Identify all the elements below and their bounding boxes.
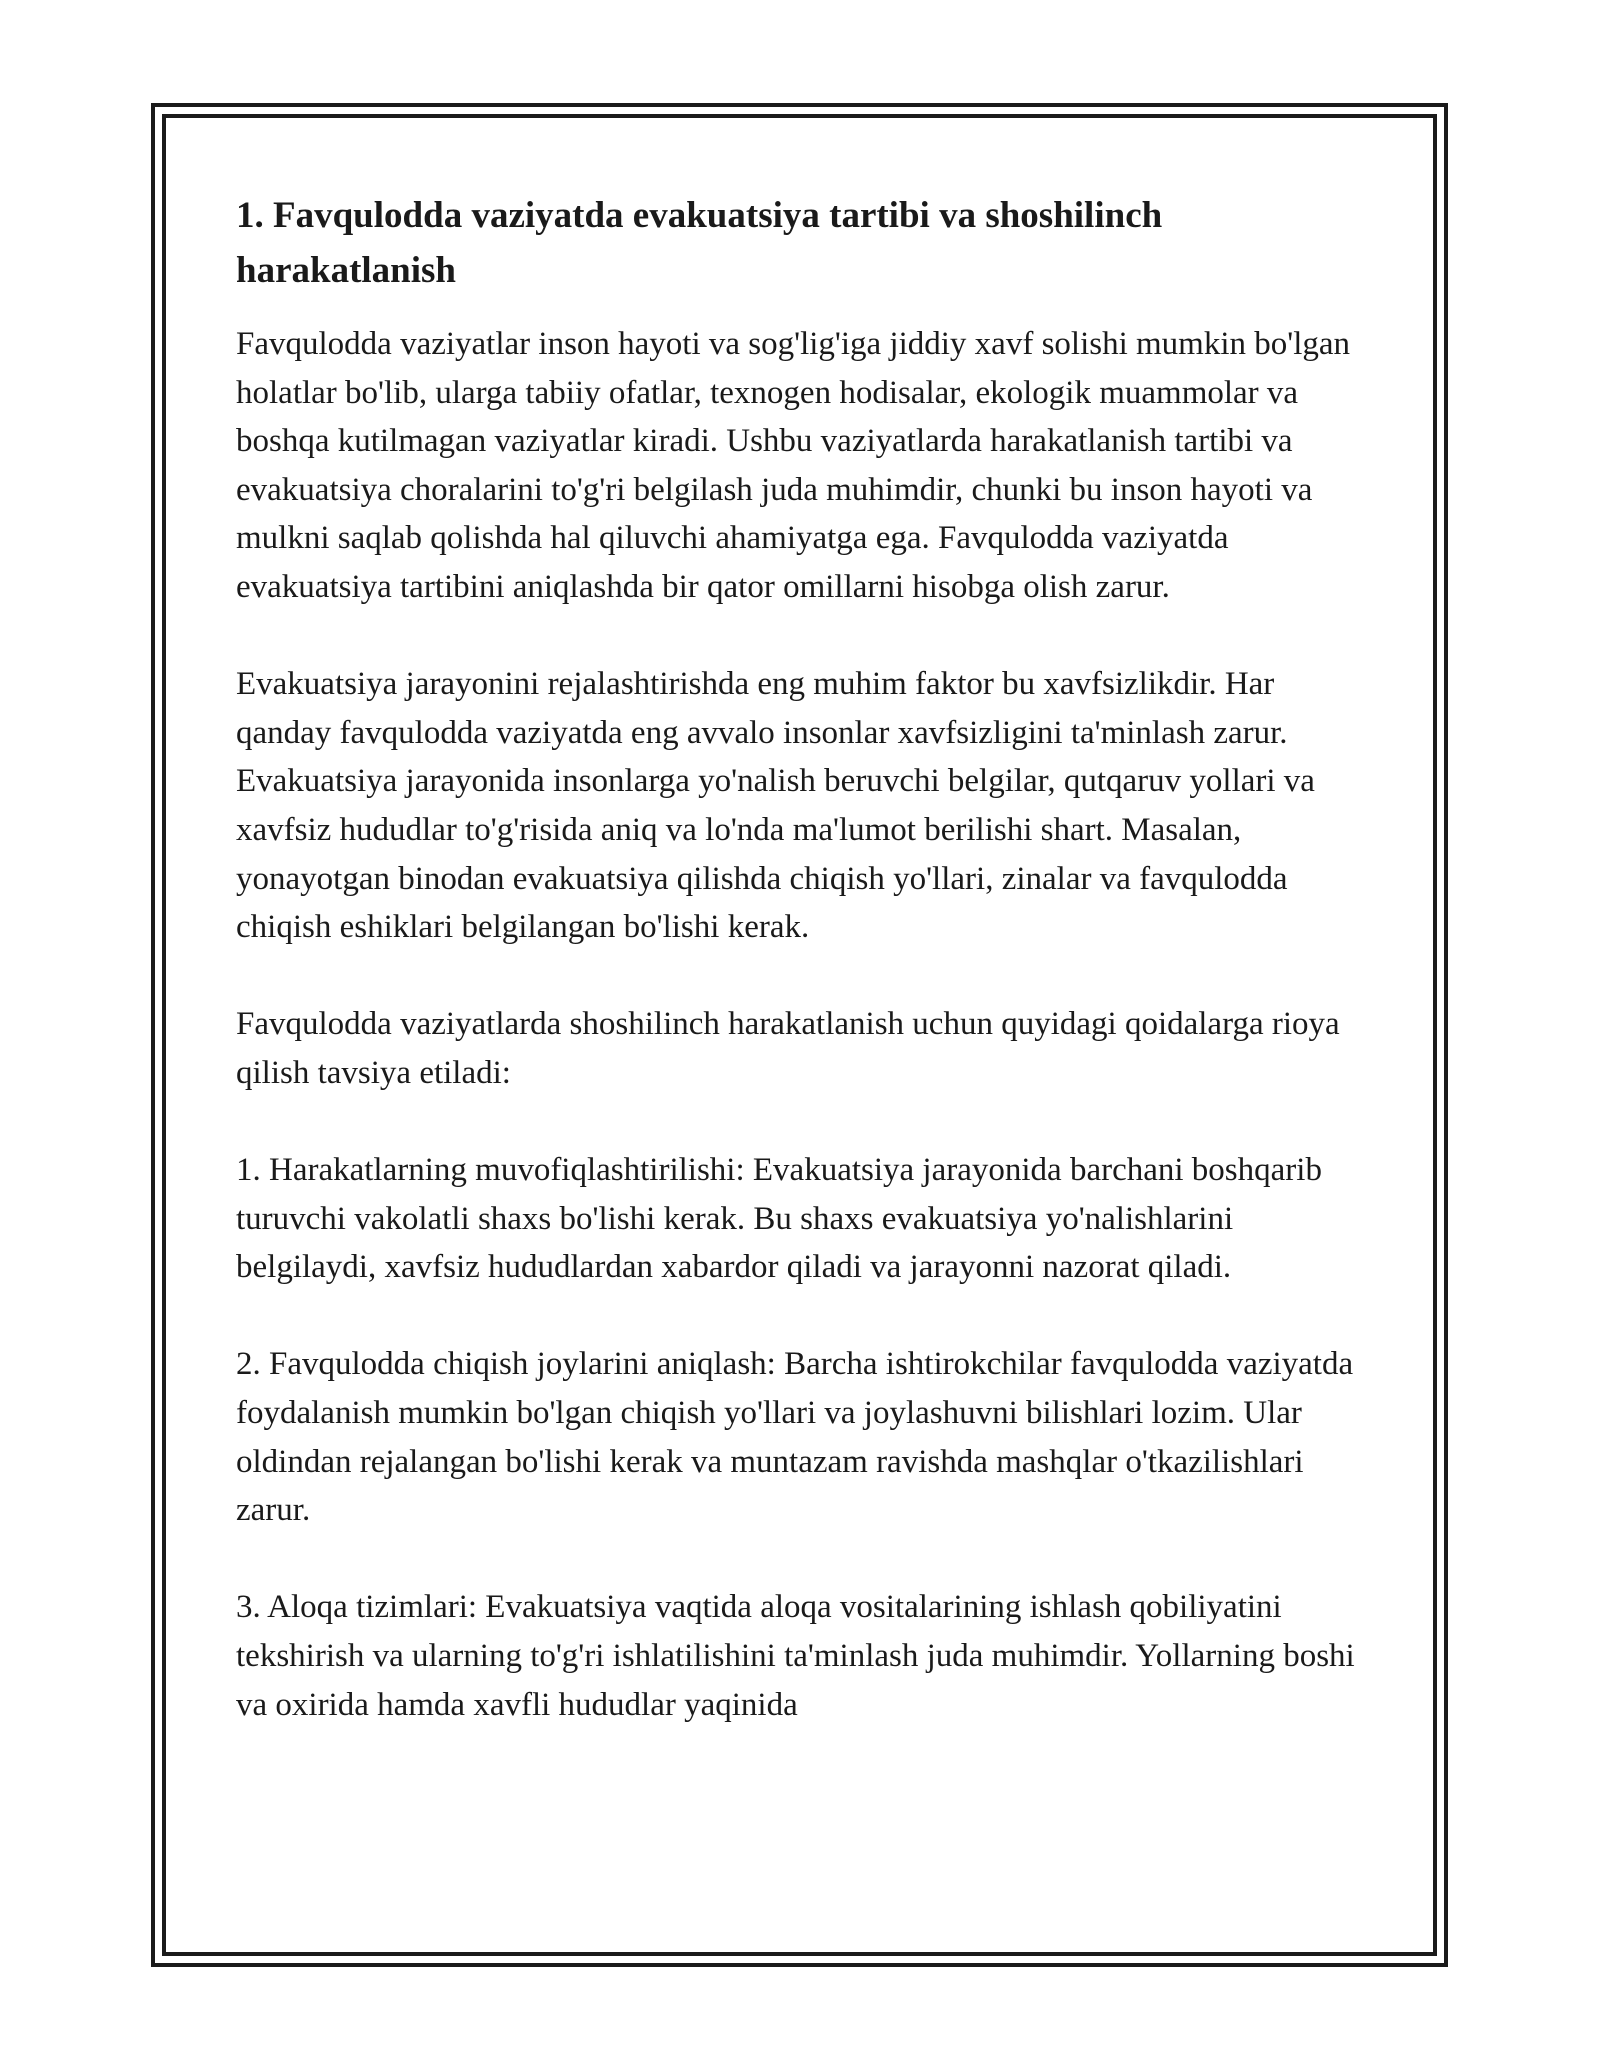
section-heading: 1. Favqulodda vaziyatda evakuatsiya tartibi va shoshilinch harakatlanish xyxy=(236,195,1163,291)
document-body xyxy=(236,188,1370,1729)
paragraph-safety: Evakuatsiya jarayonini rejalashtirishda eng muhim faktor bu xavfsizlikdir. Har qanday favqulodda vaziyatda eng avvalo insonlar xavfsizligini ta'minlash zarur. Evakuatsiya jarayonida insonlarga yo'nalish beruvchi belgilar, qutqaruv yollari va xavfsiz hududlar to'g'risida aniq va lo'nda ma'lumot berilishi shart. Masalan, yonayotgan binodan evakuatsiya qilishda chiqish yo'llari, zinalar va favqulodda chiqish eshiklari belgilangan bo'lishi kerak. xyxy=(236,666,1315,946)
list-item-communication: 3. Aloqa tizimlari: Evakuatsiya vaqtida aloqa vositalarining ishlash qobiliyatini tekshirish va ularning to'g'ri ishlatilishini ta'minlash juda muhimdir. Yollarning boshi va oxirida hamda xavfli hududlar yaqinida xyxy=(236,1589,1355,1723)
list-item-exits: 2. Favqulodda chiqish joylarini aniqlash: Barcha ishtirokchilar favqulodda vaziyatda foydalanish mumkin bo'lgan chiqish yo'llari va joylashuvni bilishlari lozim. Ular oldindan rejalangan bo'lishi kerak va muntazam ravishda mashqlar o'tkazilishlari zarur. xyxy=(236,1346,1354,1529)
paragraph-intro: Favqulodda vaziyatlar inson hayoti va sog'lig'iga jiddiy xavf solishi mumkin bo'lgan holatlar bo'lib, ularga tabiiy ofatlar, texnogen hodisalar, ekologik muammolar va boshqa kutilmagan vaziyatlar kiradi. Ushbu vaziyatlarda harakatlanish tartibi va evakuatsiya choralarini to'g'ri belgilash juda muhimdir, chunki bu inson hayoti va mulkni saqlab qolishda hal qiluvchi ahamiyatga ega. Favqulodda vaziyatda evakuatsiya tartibini aniqlashda bir qator omillarni hisobga olish zarur. xyxy=(236,326,1351,605)
paragraph-rules-intro: Favqulodda vaziyatlarda shoshilinch harakatlanish uchun quyidagi qoidalarga rioya qilish tavsiya etiladi: xyxy=(236,1006,1340,1091)
list-item-coordination: 1. Harakatlarning muvofiqlashtirilishi: Evakuatsiya jarayonida barchani boshqarib turuvchi vakolatli shaxs bo'lishi kerak. Bu shaxs evakuatsiya yo'nalishlarini belgilaydi, xavfsiz hududlardan xabardor qiladi va jarayonni nazorat qiladi. xyxy=(236,1152,1322,1286)
